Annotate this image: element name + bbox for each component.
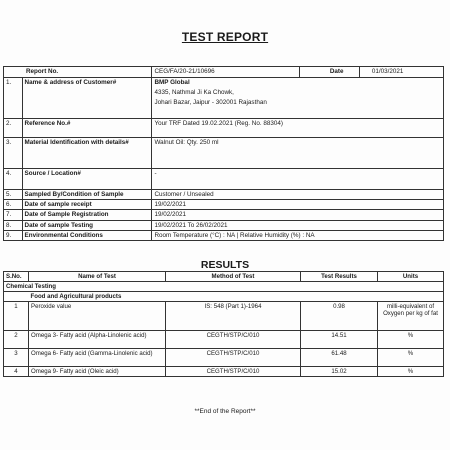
info-row-label: Reference No.# xyxy=(22,119,152,138)
info-row-material xyxy=(4,138,444,169)
info-row-value: - xyxy=(152,169,444,190)
results-title: RESULTS xyxy=(200,259,250,271)
info-row-source xyxy=(4,169,444,190)
info-row-value: 19/02/2021 xyxy=(152,200,444,210)
info-row-no: 7. xyxy=(4,210,23,220)
row-units: % xyxy=(378,331,444,349)
info-row-value: 19/02/2021 xyxy=(152,210,444,220)
info-row-no: 6. xyxy=(4,200,23,210)
row-method: IS: 548 (Part 1)-1964 xyxy=(166,302,301,331)
info-row-no: 3. xyxy=(4,138,23,169)
end-of-report: **End of the Report** xyxy=(194,408,256,415)
info-row-no: 5. xyxy=(4,190,23,200)
results-table xyxy=(3,271,444,377)
row-units: milli-equivalent of Oxygen per kg of fat xyxy=(378,302,444,331)
row-test-name: Omega 9- Fatty acid (Oleic acid) xyxy=(29,367,166,377)
table-row xyxy=(4,331,444,349)
info-row-receipt-date xyxy=(4,200,444,210)
col-header-units: Units xyxy=(378,272,444,282)
info-row-label: Sampled By/Condition of Sample xyxy=(22,190,152,200)
row-sno: 4 xyxy=(4,367,29,377)
col-header-sno: S.No. xyxy=(4,272,29,282)
row-result: 0.98 xyxy=(301,302,378,331)
info-row-label: Date of sample Testing xyxy=(22,220,152,230)
info-row-no: 4. xyxy=(4,169,23,190)
results-header-row xyxy=(4,272,444,282)
date-value: 01/03/2021 xyxy=(359,67,443,78)
page-title: TEST REPORT xyxy=(181,30,269,44)
info-row-no: 2. xyxy=(4,119,23,138)
section-row xyxy=(4,282,444,292)
info-row-label: Date of sample receipt xyxy=(22,200,152,210)
row-method: CEGTH/STP/C/010 xyxy=(166,367,301,377)
info-row-environment xyxy=(4,230,444,240)
info-row-label: Name & address of Customer# xyxy=(22,78,152,119)
row-result: 14.51 xyxy=(301,331,378,349)
info-row-label: Material Identification with details# xyxy=(22,138,152,169)
row-units: % xyxy=(378,349,444,367)
info-row-registration-date xyxy=(4,210,444,220)
table-row xyxy=(4,349,444,367)
info-row-label: Environmental Conditions xyxy=(22,230,152,240)
col-header-name: Name of Test xyxy=(29,272,166,282)
info-row-label: Source / Location# xyxy=(22,169,152,190)
info-row-value: Customer / Unsealed xyxy=(152,190,444,200)
row-test-name: Peroxide value xyxy=(29,302,166,331)
row-sno: 3 xyxy=(4,349,29,367)
row-units: % xyxy=(378,367,444,377)
info-row-value: BMP Global 4335, Nathmal Ji Ka Chowk, Johari Bazar, Jaipur - 302001 Rajasthan xyxy=(152,78,444,119)
row-sno: 2 xyxy=(4,331,29,349)
info-row-value: Your TRF Dated 19.02.2021 (Reg. No. 88304) xyxy=(152,119,444,138)
row-test-name: Omega 6- Fatty acid (Gamma-Linolenic acid) xyxy=(29,349,166,367)
info-row-value: 19/02/2021 To 26/02/2021 xyxy=(152,220,444,230)
row-result: 61.48 xyxy=(301,349,378,367)
table-row xyxy=(4,302,444,331)
row-result: 15.02 xyxy=(301,367,378,377)
info-row-label: Date of Sample Registration xyxy=(22,210,152,220)
report-info-table xyxy=(3,66,444,241)
row-method: CEGTH/STP/C/010 xyxy=(166,331,301,349)
subsection-row xyxy=(4,292,444,302)
section-label: Chemical Testing xyxy=(4,282,444,292)
row-test-name: Omega 3- Fatty acid (Alpha-Linolenic acid) xyxy=(29,331,166,349)
info-row-customer xyxy=(4,78,444,119)
info-row-value: Room Temperature (°C) : NA | Relative Humidity (%) : NA xyxy=(152,230,444,240)
row-method: CEGTH/STP/C/010 xyxy=(166,349,301,367)
info-row-testing-date xyxy=(4,220,444,230)
date-label: Date xyxy=(299,67,359,78)
info-row-no: 8. xyxy=(4,220,23,230)
subsection-label: Food and Agricultural products xyxy=(29,292,444,302)
row-sno: 1 xyxy=(4,302,29,331)
col-header-result: Test Results xyxy=(301,272,378,282)
info-row-reference xyxy=(4,119,444,138)
report-no-row xyxy=(4,67,444,78)
info-row-no: 1. xyxy=(4,78,23,119)
report-no-value: CEG/FA/20-21/10696 xyxy=(152,67,299,78)
report-no-label: Report No. xyxy=(4,67,152,78)
info-row-sampled-by xyxy=(4,190,444,200)
table-row xyxy=(4,367,444,377)
info-row-no: 9. xyxy=(4,230,23,240)
col-header-method: Method of Test xyxy=(166,272,301,282)
info-row-value: Walnut Oil: Qty. 250 ml xyxy=(152,138,444,169)
